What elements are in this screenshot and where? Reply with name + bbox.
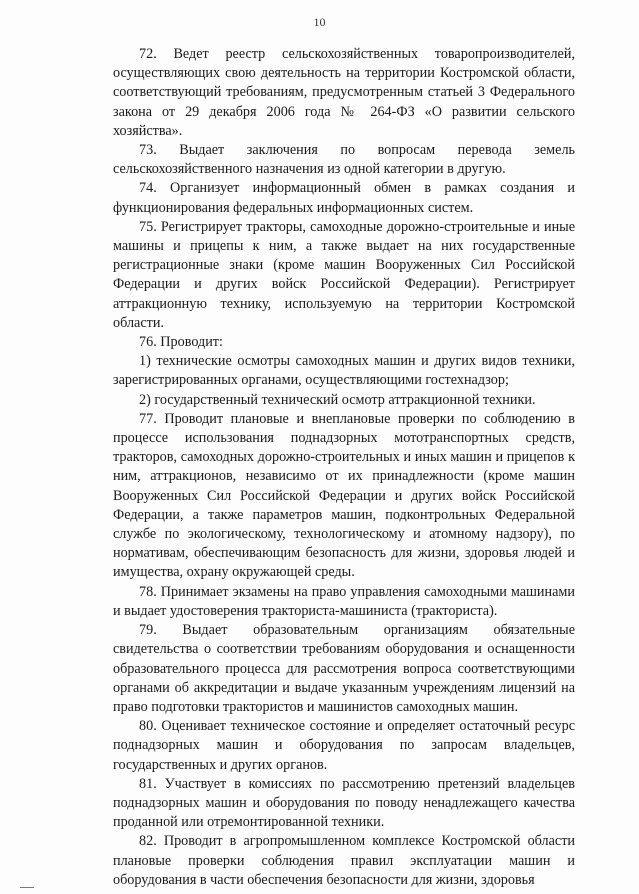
paragraph-75: 75. Регистрирует тракторы, самоходные дорожно-строительные и иные машины и прицепы к ним, а также выдает на них государственные регистрационные знаки (кроме машин Вооруженных Сил Российской Федерации и других войск Российской Федерации). Регистрирует аттракционную технику, используемую на территории Костромской области.	[113, 218, 575, 331]
paragraph-82: 82. Проводит в агропромышленном комплексе Костромской области плановые проверки соблюдения правил эксплуатации машин и оборудования в части обеспечения безопасности для жизни, здоровья	[113, 833, 575, 888]
paragraph-80: 80. Оценивает техническое состояние и определяет остаточный ресурс поднадзорных машин и оборудования по запросам владельцев, государственных и других органов.	[113, 718, 575, 773]
document-body	[113, 45, 575, 890]
paragraph-79: 79. Выдает образовательным организациям обязательные свидетельства о соответствии требованиям оборудования и оснащенности образовательного процесса для рассмотрения вопроса соответствующими органами об аккредитации и выдаче указанным учреждениям лицензий на право подготовки трактористов и машинистов самоходных машин.	[113, 622, 575, 715]
paragraph-72: 72. Ведет реестр сельскохозяйственных товаропроизводителей, осуществляющих свою деятельность на территории Костромской области, соответствующий требованиям, предусмотренным статьей 3 Федерального закона от 29 декабря 2006 года № 264-ФЗ «О развитии сельского хозяйства».	[113, 46, 575, 139]
paragraph-77: 77. Проводит плановые и внеплановые проверки по соблюдению в процессе использования поднадзорных мототранспортных средств, тракторов, самоходных дорожно-строительных и иных машин и прицепов к ним, аттракционов, независимо от их принадлежности (кроме машин Вооруженных Сил Российской Федерации и других войск Российской Федерации, а также параметров машин, подконтрольных Федеральной службе по экологическому, технологическому и атомному надзору), по нормативам, обеспечивающим безопасность для жизни, здоровья людей и имущества, охрану окружающей среды.	[113, 410, 575, 581]
paragraph-81: 81. Участвует в комиссиях по рассмотрению претензий владельцев поднадзорных машин и оборудования по поводу ненадлежащего качества проданной или отремонтированной техники.	[113, 775, 575, 831]
page-number: 10	[313, 15, 326, 29]
paragraph-76: 76. Проводит:	[139, 334, 223, 351]
paragraph-76-item-2: 2) государственный технический осмотр аттракционной техники.	[139, 391, 536, 408]
paragraph-76-item-1: 1) технические осмотры самоходных машин и других видов техники, зарегистрированных органами, осуществляющими гостехнадзор;	[113, 353, 575, 389]
scan-edge-mark	[20, 887, 34, 888]
paragraph-78: 78. Принимает экзамены на право управления самоходными машинами и выдает удостоверения тракториста-машиниста (тракториста).	[113, 583, 575, 619]
paragraph-73: 73. Выдает заключения по вопросам перевода земель сельскохозяйственного назначения из одной категории в другую.	[113, 142, 575, 178]
paragraph-74: 74. Организует информационный обмен в рамках создания и функционирования федеральных информационных систем.	[113, 180, 575, 216]
